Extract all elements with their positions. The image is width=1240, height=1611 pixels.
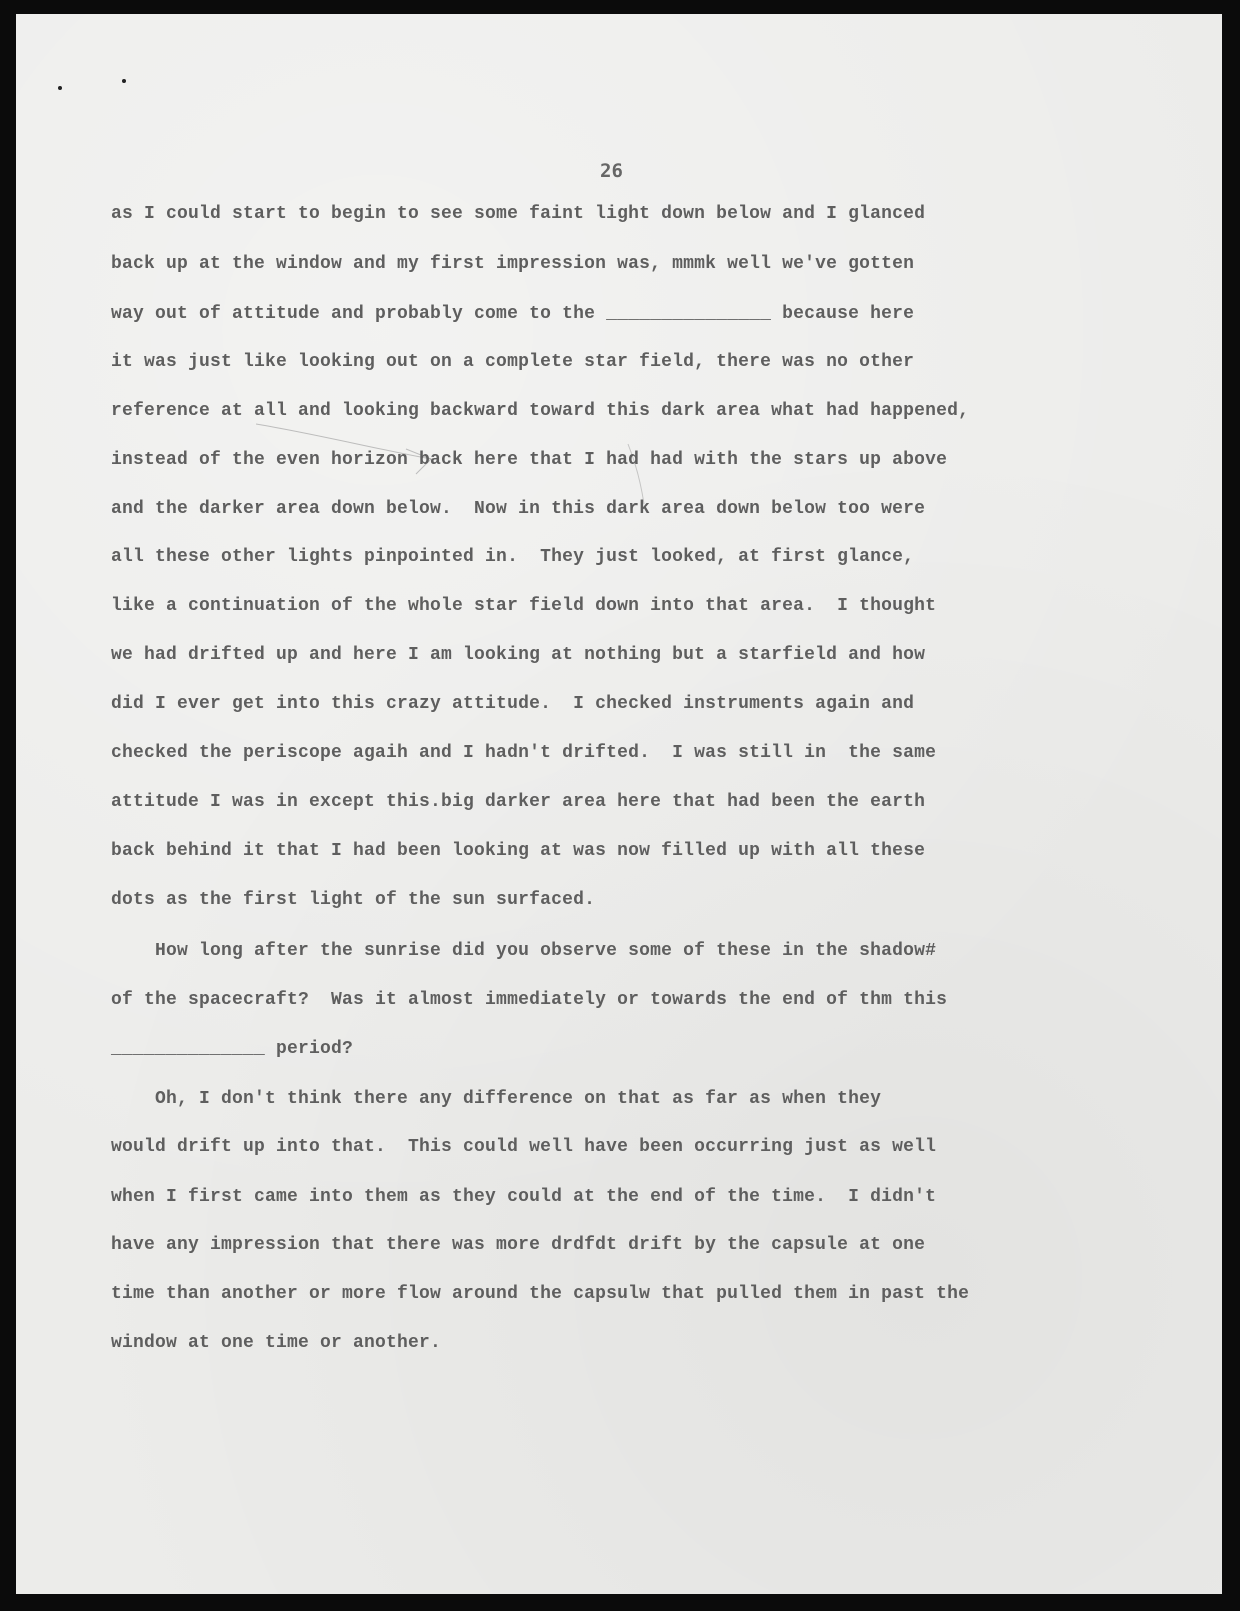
text-line: did I ever get into this crazy attitude. I checked instruments again and [111,694,915,714]
text-line: have any impression that there was more drdfdt drift by the capsule at one [111,1235,926,1255]
scan-speck [58,86,62,90]
text-line: would drift up into that. This could well have been occurring just as well [111,1137,937,1157]
text-line: dots as the first light of the sun surfaced. [111,890,596,910]
text-line: time than another or more flow around the capsulw that pulled them in past the [111,1284,970,1304]
text-line: we had drifted up and here I am looking at nothing but a starfield and how [111,645,926,665]
text-line: of the spacecraft? Was it almost immediately or towards the end of thm this [111,990,948,1010]
text-line: like a continuation of the whole star field down into that area. I thought [111,596,937,616]
text-line: back behind it that I had been looking at was now filled up with all these [111,841,926,861]
text-line: window at one time or another. [111,1333,442,1353]
text-line: How long after the sunrise did you observe some of these in the shadow# [111,941,937,961]
text-line: Oh, I don't think there any difference on that as far as when they [111,1089,882,1109]
text-line: it was just like looking out on a complete star field, there was no other [111,352,915,372]
text-line: attitude I was in except this.big darker area here that had been the earth [111,792,926,812]
text-line: instead of the even horizon back here that I had had with the stars up above [111,450,948,470]
page-number: 26 [600,160,623,182]
text-line: all these other lights pinpointed in. They just looked, at first glance, [111,547,915,567]
text-line: checked the periscope agaih and I hadn't drifted. I was still in the same [111,743,937,763]
text-line: when I first came into them as they could at the end of the time. I didn't [111,1187,937,1207]
text-line: and the darker area down below. Now in this dark area down below too were [111,499,926,519]
text-line: reference at all and looking backward toward this dark area what had happened, [111,401,970,421]
text-line: as I could start to begin to see some faint light down below and I glanced [111,204,926,224]
text-line: ______________ period? [111,1039,354,1059]
paper-sheet [16,14,1222,1594]
text-line: back up at the window and my first impression was, mmmk well we've gotten [111,254,915,274]
scan-speck [122,79,126,83]
text-line: way out of attitude and probably come to the _______________ because here [111,304,915,324]
